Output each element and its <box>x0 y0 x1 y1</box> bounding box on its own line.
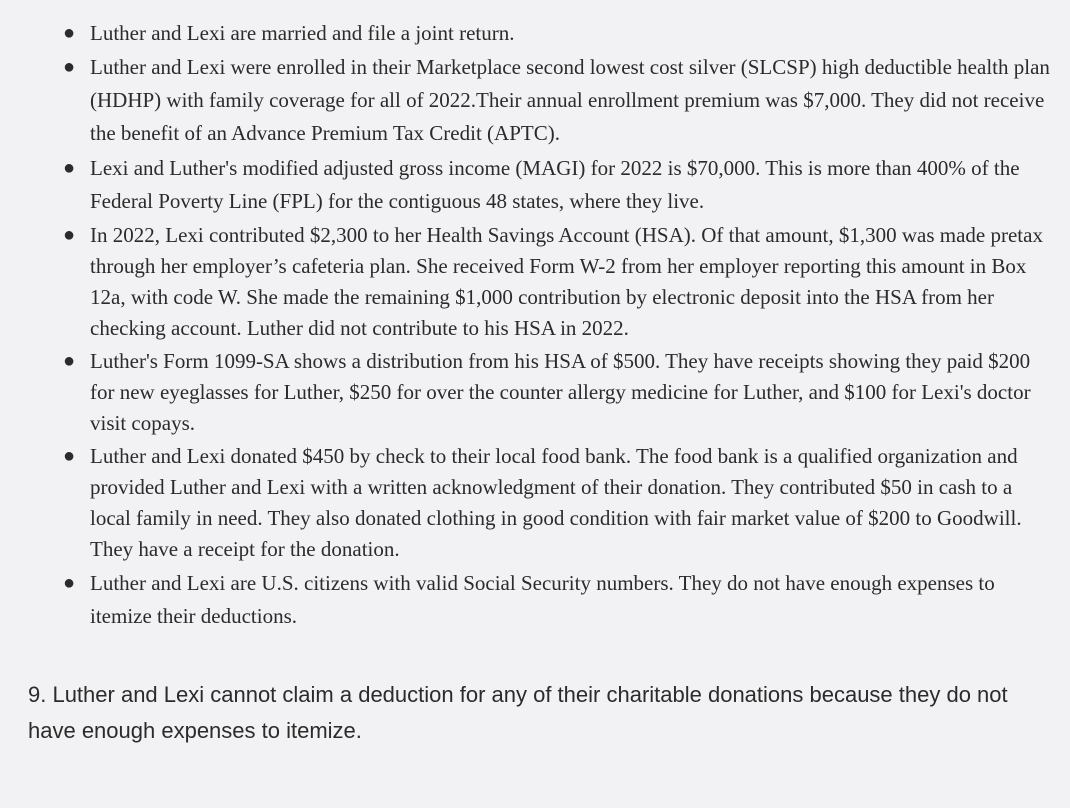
bullet-icon: ● <box>63 224 76 246</box>
fact-text: Luther and Lexi are married and file a joint return. <box>90 21 515 45</box>
fact-text: Lexi and Luther's modified adjusted gross income (MAGI) for 2022 is $70,000. This is more than 400% of the Federal Poverty Line (FPL) for the contiguous 48 states, where they live. <box>90 156 1020 213</box>
list-item <box>0 152 1070 218</box>
list-item <box>0 441 1070 565</box>
fact-text: Luther and Lexi donated $450 by check to their local food bank. The food bank is a qualified organization and provided Luther and Lexi with a written acknowledgment of their donation. They contributed $50 in cash to a local family in need. They also donated clothing in good condition with fair market value of $200 to Goodwill. They have a receipt for the donation. <box>90 444 1022 561</box>
bullet-icon: ● <box>63 572 76 594</box>
list-item <box>0 567 1070 633</box>
fact-text: Luther and Lexi are U.S. citizens with valid Social Security numbers. They do not have enough expenses to itemize their deductions. <box>90 571 995 628</box>
bullet-icon: ● <box>63 22 76 44</box>
fact-text: Luther and Lexi were enrolled in their Marketplace second lowest cost silver (SLCSP) high deductible health plan (HDHP) with family coverage for all of 2022.Their annual enrollment premium was $7,000. They did not receive the benefit of an Advance Premium Tax Credit (APTC). <box>90 55 1050 145</box>
list-item <box>0 51 1070 150</box>
bullet-icon: ● <box>63 350 76 372</box>
question-text: 9. Luther and Lexi cannot claim a deduction for any of their charitable donations because they do not have enough expenses to itemize. <box>28 682 1008 743</box>
bullet-icon: ● <box>63 157 76 179</box>
list-item <box>0 346 1070 439</box>
bullet-icon: ● <box>63 445 76 467</box>
list-item <box>0 18 1070 49</box>
list-item <box>0 220 1070 344</box>
fact-text: Luther's Form 1099-SA shows a distribution from his HSA of $500. They have receipts showing they paid $200 for new eyeglasses for Luther, $250 for over the counter allergy medicine for Luther, and $100 for Lexi's doctor visit copays. <box>90 349 1031 435</box>
bullet-icon: ● <box>63 56 76 78</box>
fact-text: In 2022, Lexi contributed $2,300 to her Health Savings Account (HSA). Of that amount, $1,300 was made pretax through her employer’s cafeteria plan. She received Form W-2 from her employer reporting this amount in Box 12a, with code W. She made the remaining $1,000 contribution by electronic deposit into the HSA from her checking account. Luther did not contribute to his HSA in 2022. <box>90 223 1043 340</box>
